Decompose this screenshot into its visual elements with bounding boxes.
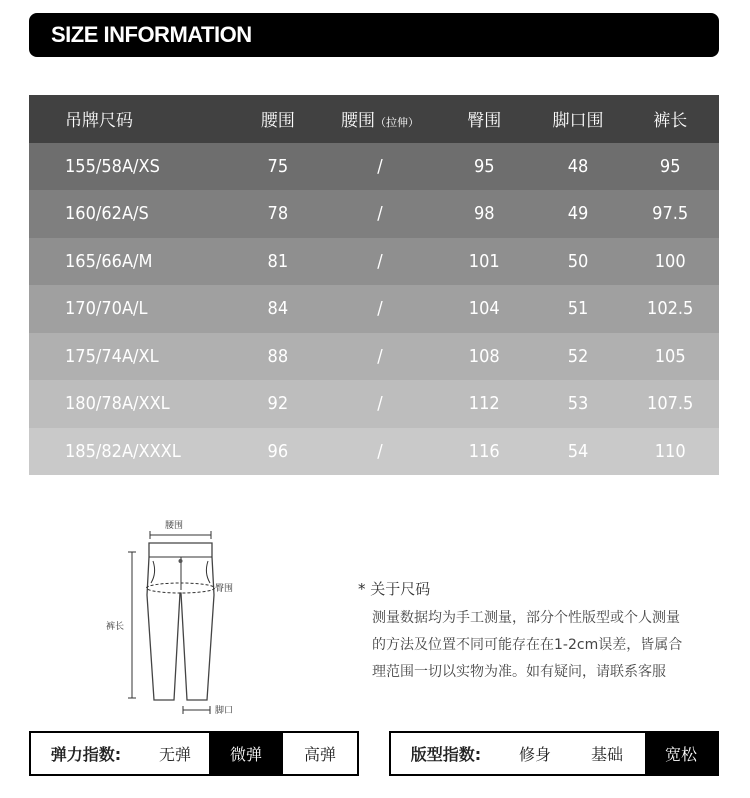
table-cell: 102.5 xyxy=(647,298,694,320)
page-title: SIZE INFORMATION xyxy=(51,22,252,47)
col-header-waist: 腰围 xyxy=(230,95,326,143)
elasticity-option-high: 高弹 xyxy=(303,745,336,764)
fit-option-regular: 基础 xyxy=(590,745,623,764)
pants-diagram xyxy=(95,515,245,725)
table-cell: 107.5 xyxy=(647,393,694,415)
elasticity-option-none: 无弹 xyxy=(158,745,191,764)
table-cell: 104 xyxy=(468,298,500,320)
table-row xyxy=(29,143,719,191)
table-cell: 116 xyxy=(468,440,500,462)
table-cell: 49 xyxy=(567,203,589,225)
elasticity-option-slight: 微弹 xyxy=(209,733,283,774)
table-cell: / xyxy=(377,250,383,272)
table-cell: 81 xyxy=(267,250,289,272)
table-cell: 105 xyxy=(654,345,686,367)
table-cell: 75 xyxy=(267,155,289,177)
table-cell: / xyxy=(377,155,383,177)
size-note xyxy=(358,578,718,686)
table-cell: 53 xyxy=(567,393,589,415)
table-cell: 108 xyxy=(468,345,500,367)
table-cell: 50 xyxy=(567,250,589,272)
table-cell: 185/82A/XXXL xyxy=(65,440,181,462)
col-header-tag-size: 吊牌尺码 xyxy=(29,95,230,143)
fit-label: 版型指数: xyxy=(410,745,482,764)
size-note-line: 测量数据均为手工测量，部分个性版型或个人测量 xyxy=(372,610,680,626)
table-cell: 95 xyxy=(473,155,495,177)
col-header-length: 裤长 xyxy=(621,95,719,143)
table-cell: 112 xyxy=(468,393,500,415)
table-row xyxy=(29,333,719,381)
size-note-body xyxy=(372,605,718,686)
table-cell: 95 xyxy=(659,155,681,177)
table-cell: 78 xyxy=(267,203,289,225)
table-cell: 175/74A/XL xyxy=(65,345,159,367)
table-cell: 96 xyxy=(267,440,289,462)
table-cell: 170/70A/L xyxy=(65,298,148,320)
table-cell: 180/78A/XXL xyxy=(65,393,170,415)
table-cell: 54 xyxy=(567,440,589,462)
table-cell: 51 xyxy=(567,298,589,320)
table-row xyxy=(29,428,719,476)
table-row xyxy=(29,285,719,333)
col-header-hem: 脚口围 xyxy=(535,95,622,143)
size-note-title: * 关于尺码 xyxy=(358,580,431,598)
fit-option-slim: 修身 xyxy=(518,745,551,764)
size-note-line: 理范围一切以实物为准。如有疑问，请联系客服 xyxy=(372,664,666,680)
table-cell: 110 xyxy=(654,440,686,462)
table-cell: / xyxy=(377,440,383,462)
fit-index xyxy=(389,731,719,776)
col-header-hip: 臀围 xyxy=(434,95,535,143)
length-label: 裤长 xyxy=(106,622,125,632)
table-cell: / xyxy=(377,393,383,415)
table-cell: 100 xyxy=(654,250,686,272)
table-header-row xyxy=(29,95,719,143)
hem-label: 脚口 xyxy=(215,706,234,716)
col-header-waist-stretched: 腰围（拉伸） xyxy=(326,95,434,143)
table-cell: 88 xyxy=(267,345,289,367)
table-cell: 52 xyxy=(567,345,589,367)
table-row xyxy=(29,238,719,286)
table-cell: / xyxy=(377,203,383,225)
size-table xyxy=(29,95,719,475)
fit-option-loose: 宽松 xyxy=(645,733,717,774)
title-bar xyxy=(29,13,719,57)
table-cell: 98 xyxy=(473,203,495,225)
table-cell: 92 xyxy=(267,393,289,415)
elasticity-label: 弹力指数: xyxy=(50,745,122,764)
table-cell: / xyxy=(377,298,383,320)
table-cell: / xyxy=(377,345,383,367)
table-cell: 155/58A/XS xyxy=(65,155,160,177)
table-cell: 101 xyxy=(468,250,500,272)
table-cell: 48 xyxy=(567,155,589,177)
size-note-line: 的方法及位置不同可能存在在1-2cm误差，皆属合 xyxy=(372,637,683,653)
elasticity-index xyxy=(29,731,359,776)
waist-label: 腰围 xyxy=(165,521,184,531)
table-cell: 165/66A/M xyxy=(65,250,153,272)
table-cell: 160/62A/S xyxy=(65,203,149,225)
table-row xyxy=(29,190,719,238)
table-row xyxy=(29,380,719,428)
table-cell: 97.5 xyxy=(652,203,689,225)
table-cell: 84 xyxy=(267,298,289,320)
hip-label: 臀围 xyxy=(215,584,234,594)
